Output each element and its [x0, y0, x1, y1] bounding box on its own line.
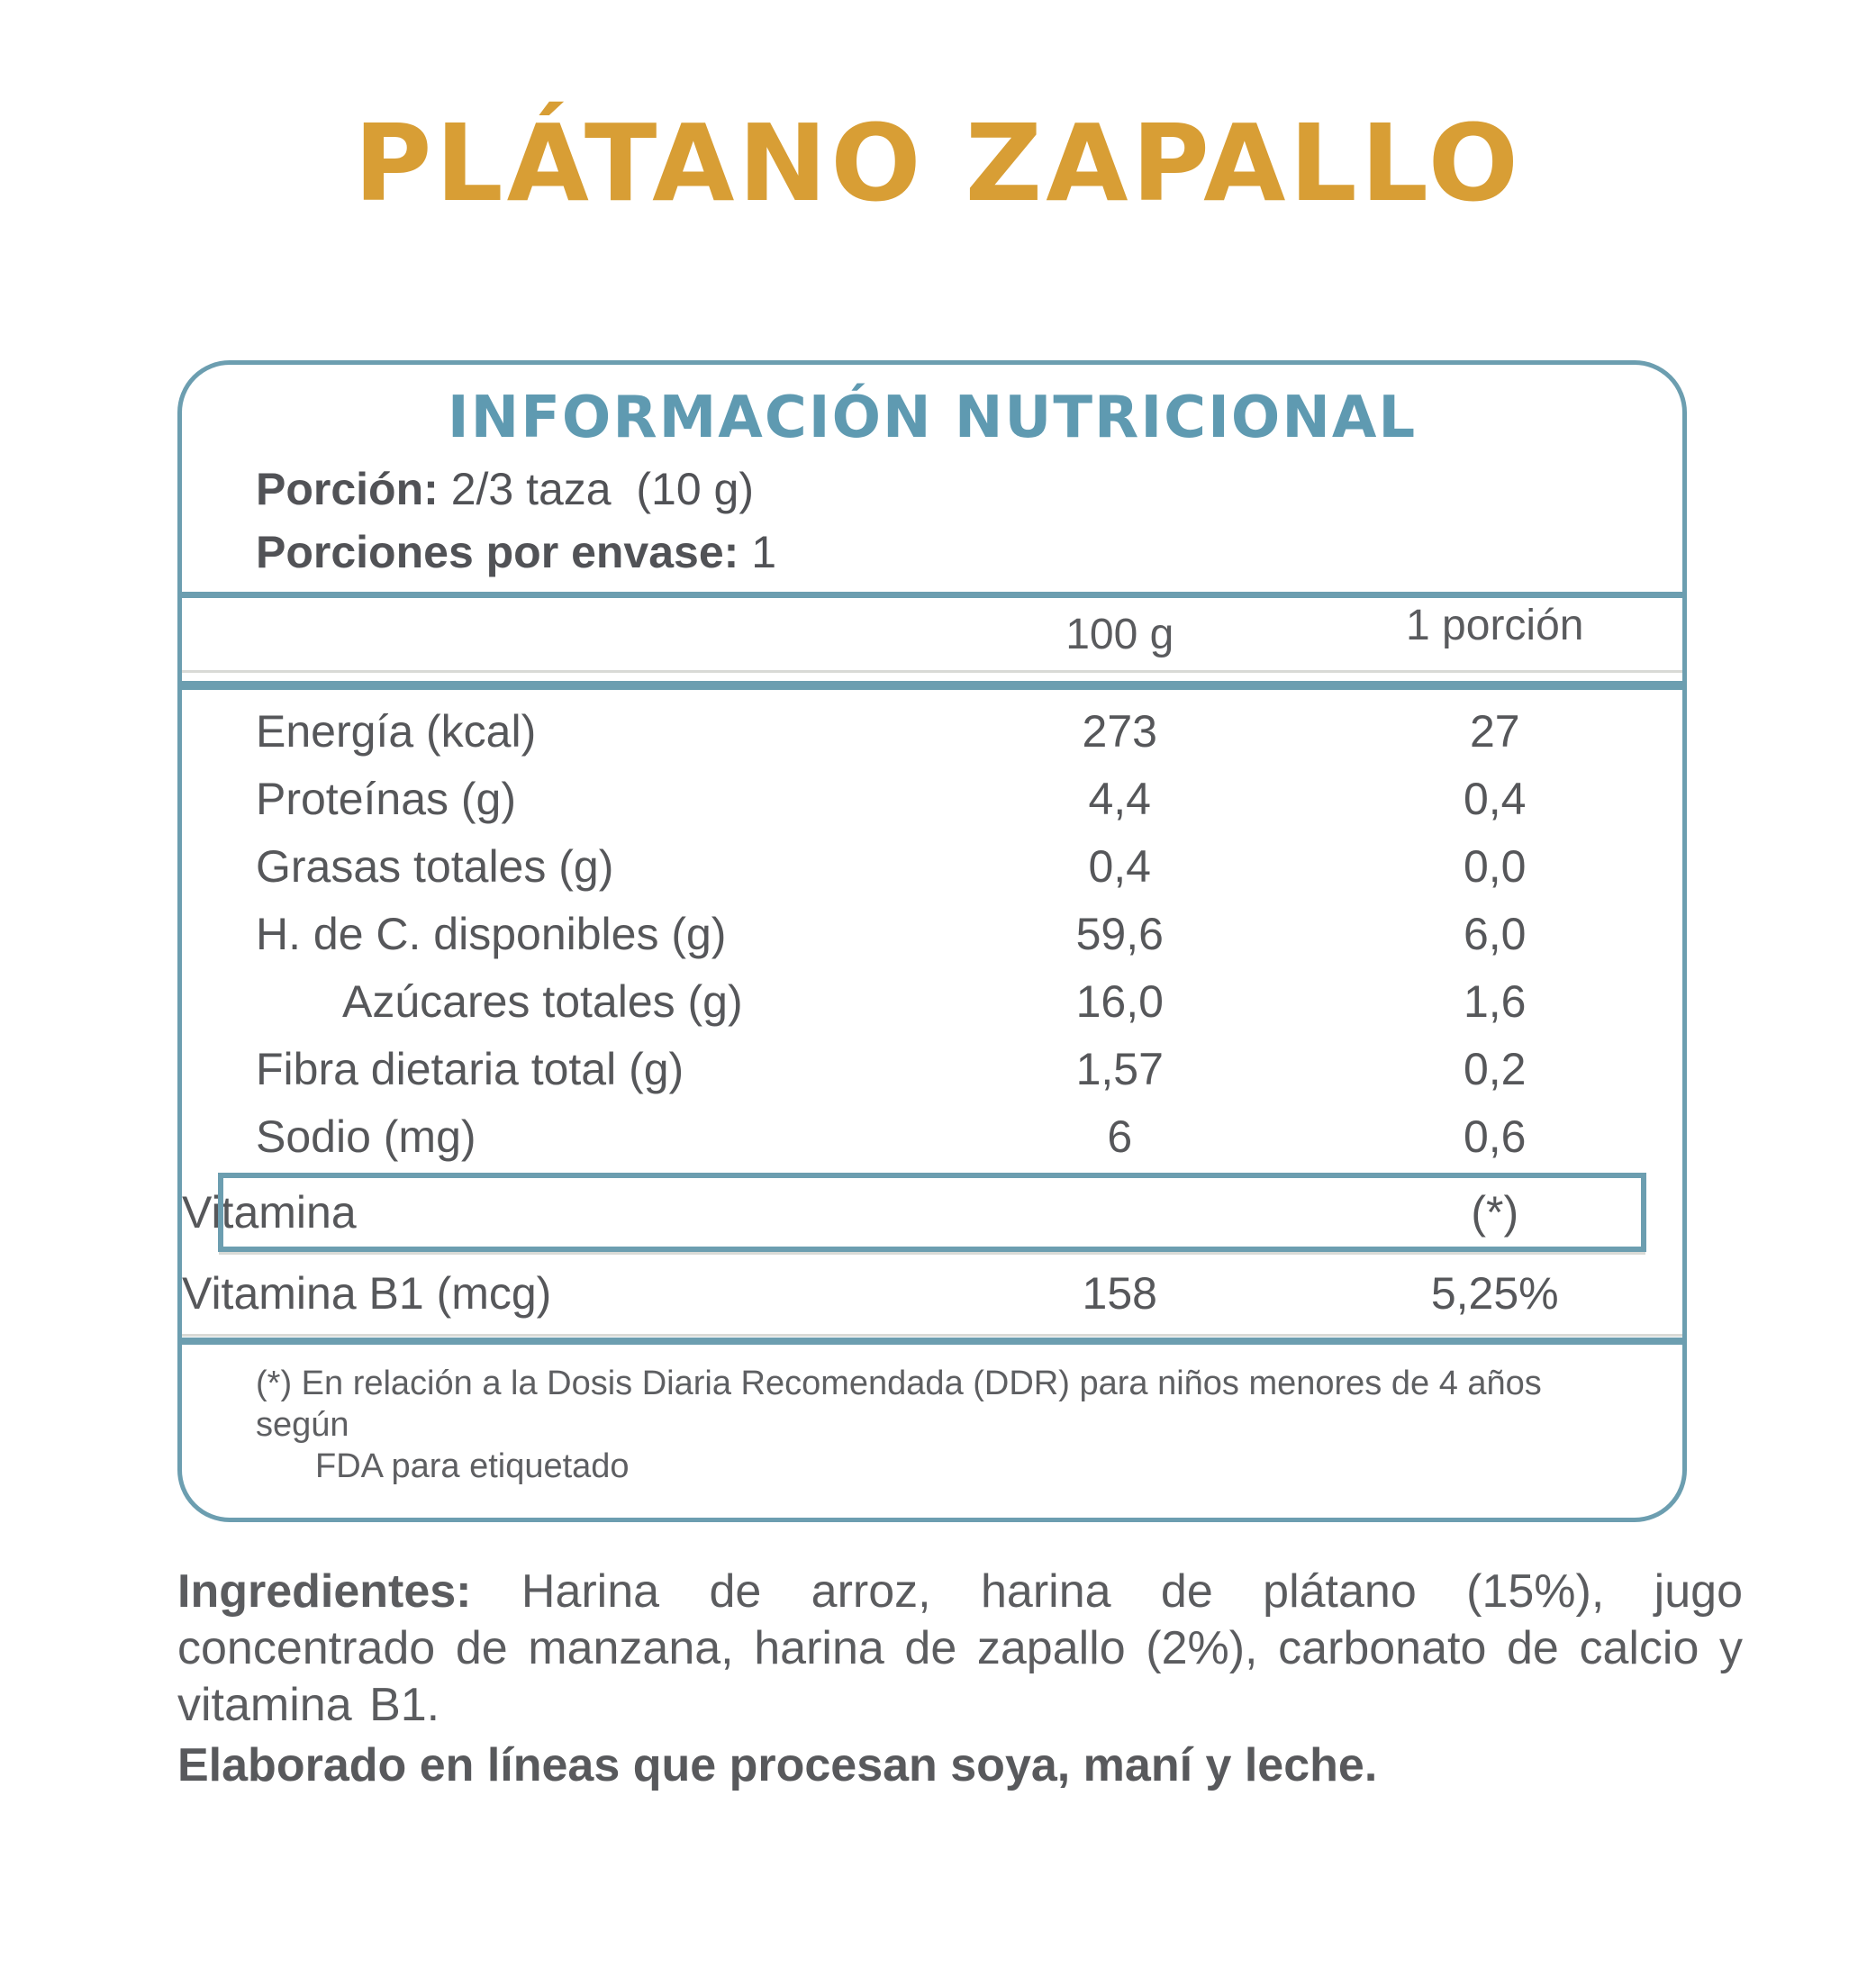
vitamin-footnote-marker: (*): [1471, 1187, 1519, 1238]
value-per-serving: 1,6: [1463, 975, 1527, 1027]
value-per-serving: 0,0: [1463, 840, 1527, 892]
value-per-serving: 0,6: [1463, 1111, 1527, 1162]
nutrient-row-vitamina-b1: [182, 1253, 1682, 1334]
footnote-line-2: FDA para etiquetado: [315, 1447, 630, 1485]
ingredients-label: Ingredientes:: [177, 1565, 472, 1618]
vitamin-section-label: Vitamina: [182, 1187, 357, 1238]
nutrient-label: Grasas totales (g): [256, 840, 614, 892]
value-per-100g: 273: [1082, 705, 1157, 757]
value-per-100g: 0,4: [1088, 840, 1151, 892]
servings-per-container-row: [256, 527, 1682, 577]
serving-size-label: Porción:: [256, 464, 439, 514]
footnote-line-1: (*) En relación a la Dosis Diaria Recomendada (DDR) para niños menores de 4 años según: [256, 1365, 1542, 1444]
value-per-100g: 59,6: [1075, 908, 1164, 959]
value-per-serving: 5,25%: [1430, 1268, 1559, 1319]
servings-per-container-label: Porciones por envase:: [256, 527, 739, 577]
value-per-100g: 1,57: [1075, 1043, 1164, 1094]
column-header-100g: 100 g: [1065, 610, 1174, 658]
divider-header: [182, 670, 1682, 690]
nutrient-label: Proteínas (g): [256, 773, 517, 824]
serving-size-value: 2/3 taza (10 g): [450, 464, 755, 514]
ingredients-section: [177, 1564, 1743, 1794]
value-per-100g: 6: [1107, 1111, 1133, 1162]
serving-size-row: [256, 464, 1682, 514]
nutrient-label: H. de C. disponibles (g): [256, 908, 727, 959]
column-header-row: [182, 598, 1682, 670]
page-title: PLÁTANO ZAPALLO: [354, 101, 1522, 225]
nutrient-row-grasas: [182, 832, 1682, 900]
vitamin-section-header: [182, 1175, 1682, 1249]
nutrient-label: Azúcares totales (g): [342, 975, 743, 1027]
divider-top: [182, 592, 1682, 598]
value-per-100g: 158: [1082, 1268, 1157, 1319]
value-per-serving: 0,2: [1463, 1043, 1527, 1094]
value-per-serving: 6,0: [1463, 908, 1527, 959]
value-per-serving: 0,4: [1463, 773, 1527, 824]
nutrient-row-proteinas: [182, 765, 1682, 832]
value-per-100g: 16,0: [1075, 975, 1164, 1027]
panel-heading: INFORMACIÓN NUTRICIONAL: [447, 385, 1418, 451]
divider-footnote: [182, 1334, 1682, 1345]
footnote: [256, 1363, 1619, 1487]
nutrient-row-sodio: [182, 1102, 1682, 1170]
nutrient-label: Energía (kcal): [256, 705, 537, 757]
ingredients-paragraph: [177, 1564, 1743, 1734]
nutrient-row-carbohidratos: [182, 900, 1682, 967]
nutrient-row-energia: [182, 697, 1682, 765]
value-per-100g: 4,4: [1088, 773, 1151, 824]
nutrient-label: Fibra dietaria total (g): [256, 1043, 684, 1094]
nutrient-rows: [182, 697, 1682, 1170]
allergen-statement: Elaborado en líneas que procesan soya, maní y leche.: [177, 1739, 1378, 1791]
nutrient-row-azucares: [182, 967, 1682, 1035]
nutrient-label: Sodio (mg): [256, 1111, 476, 1162]
nutrient-row-fibra: [182, 1035, 1682, 1102]
column-header-1porcion: 1 porción: [1406, 601, 1584, 649]
servings-per-container-value: 1: [751, 527, 777, 577]
nutrient-label: Vitamina B1 (mcg): [182, 1268, 552, 1319]
nutrition-panel: [177, 360, 1687, 1522]
ingredients-text: Harina de arroz, harina de plátano (15%), jugo concentrado de manzana, harina de zapallo (2%), carbonato de calcio y vitamina B1.: [177, 1565, 1743, 1731]
value-per-serving: 27: [1469, 705, 1520, 757]
